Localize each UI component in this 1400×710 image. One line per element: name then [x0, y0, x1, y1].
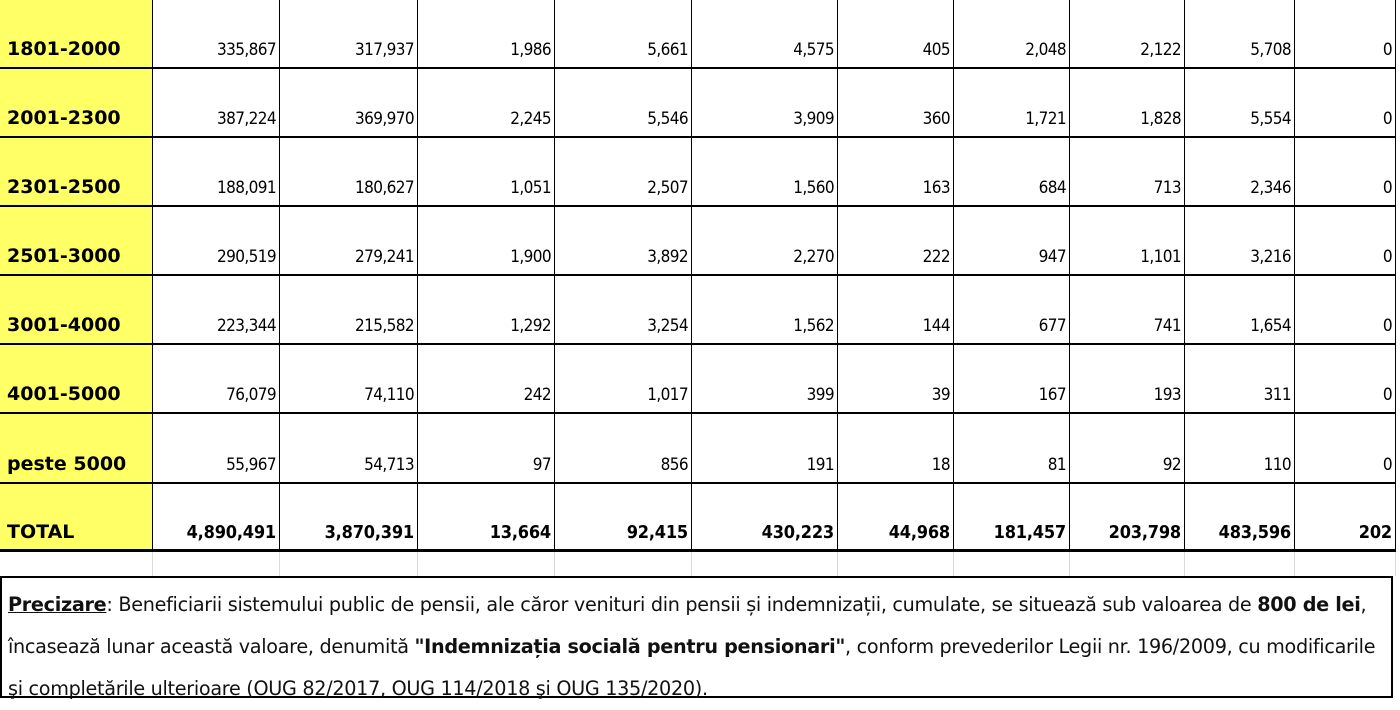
table-cell: 5,546	[647, 109, 688, 129]
table-cell: 335,867	[216, 40, 276, 60]
grid-faint-line	[554, 552, 555, 576]
note-quoted-title: "Indemnizația socială pentru pensionari"	[414, 635, 846, 658]
table-cell: 0	[1382, 178, 1392, 198]
table-cell: 5,708	[1250, 40, 1291, 60]
table-cell: 110	[1263, 455, 1291, 475]
table-cell: 279,241	[354, 247, 414, 267]
table-cell: 5,554	[1250, 109, 1291, 129]
table-cell: 947	[1038, 247, 1066, 267]
table-cell: 193	[1153, 385, 1181, 405]
note-text-1: : Beneficiarii sistemului public de pensii, ale căror venituri din pensii și indemnizații, cumulate, se situează sub valoarea de	[106, 593, 1258, 616]
table-cell: 741	[1153, 316, 1181, 336]
table-cell: 1,017	[647, 385, 688, 405]
grid-faint-line	[691, 552, 692, 576]
table-cell: 713	[1153, 178, 1181, 198]
column-divider	[837, 0, 838, 552]
table-cell: 18	[931, 455, 950, 475]
row-label: peste 5000	[7, 453, 127, 475]
total-cell: 3,870,391	[324, 522, 414, 543]
table-cell: 39	[931, 385, 950, 405]
row-divider	[0, 136, 1396, 138]
table-cell: 399	[806, 385, 834, 405]
table-cell: 311	[1263, 385, 1291, 405]
table-cell: 4,575	[793, 40, 834, 60]
grid-faint-line	[953, 552, 954, 576]
grid-faint-line	[1294, 552, 1295, 576]
total-cell: 430,223	[761, 522, 834, 543]
row-label: 3001-4000	[7, 314, 121, 336]
table-cell: 74,110	[364, 385, 414, 405]
total-cell: 4,890,491	[186, 522, 276, 543]
table-cell: 2,346	[1250, 178, 1291, 198]
table-cell: 92	[1162, 455, 1181, 475]
table-cell: 0	[1382, 455, 1392, 475]
row-divider	[0, 412, 1396, 414]
table-cell: 1,986	[510, 40, 551, 60]
column-divider	[1395, 0, 1396, 552]
table-cell: 191	[806, 455, 834, 475]
table-cell: 223,344	[216, 316, 276, 336]
table-cell: 684	[1038, 178, 1066, 198]
table-cell: 0	[1382, 40, 1392, 60]
table-cell: 317,937	[354, 40, 414, 60]
row-divider	[0, 67, 1396, 69]
row-label: 2001-2300	[7, 107, 121, 129]
total-cell: 181,457	[993, 522, 1066, 543]
table-cell: 1,292	[510, 316, 551, 336]
column-divider	[1069, 0, 1070, 552]
row-divider	[0, 205, 1396, 207]
grid-faint-line	[152, 552, 153, 576]
column-divider	[554, 0, 555, 552]
table-cell: 5,661	[647, 40, 688, 60]
total-label: TOTAL	[7, 521, 75, 543]
table-cell: 0	[1382, 385, 1392, 405]
column-divider	[279, 0, 280, 552]
total-cell: 203,798	[1108, 522, 1181, 543]
grid-faint-line	[279, 552, 280, 576]
table-cell: 222	[922, 247, 950, 267]
grid-faint-line	[417, 552, 418, 576]
table-cell: 3,254	[647, 316, 688, 336]
table-cell: 2,245	[510, 109, 551, 129]
table-cell: 405	[922, 40, 950, 60]
table-cell: 180,627	[354, 178, 414, 198]
column-divider	[953, 0, 954, 552]
total-cell: 202	[1358, 522, 1392, 543]
column-divider	[417, 0, 418, 552]
row-label: 2301-2500	[7, 176, 121, 198]
table-cell: 1,560	[793, 178, 834, 198]
table-bottom-border	[0, 549, 1396, 551]
table-cell: 0	[1382, 316, 1392, 336]
table-cell: 54,713	[364, 455, 414, 475]
table-cell: 0	[1382, 247, 1392, 267]
table-cell: 677	[1038, 316, 1066, 336]
table-cell: 1,654	[1250, 316, 1291, 336]
table-cell: 2,507	[647, 178, 688, 198]
grid-faint-line	[1395, 552, 1396, 576]
table-cell: 81	[1047, 455, 1066, 475]
total-cell: 483,596	[1218, 522, 1291, 543]
row-divider	[0, 343, 1396, 345]
grid-faint-line	[1069, 552, 1070, 576]
table-cell: 242	[523, 385, 551, 405]
total-cell: 44,968	[888, 522, 950, 543]
row-divider	[0, 482, 1396, 484]
table-cell: 369,970	[354, 109, 414, 129]
table-cell: 387,224	[216, 109, 276, 129]
table-cell: 3,892	[647, 247, 688, 267]
table-cell: 215,582	[354, 316, 414, 336]
table-cell: 2,270	[793, 247, 834, 267]
row-label: 2501-3000	[7, 245, 121, 267]
column-divider	[152, 0, 153, 552]
table-cell: 97	[532, 455, 551, 475]
note-text-2: , încasează lunar această valoare, denumită	[8, 593, 1367, 658]
note-box	[0, 576, 1393, 698]
note-text-3: , conform prevederilor Legii nr. 196/2009, cu modificarile şi completările ulterioare (OUG 82/2017, OUG 114/2018 şi OUG 135/2020).	[8, 635, 1376, 700]
table-cell: 163	[922, 178, 950, 198]
table-cell: 0	[1382, 109, 1392, 129]
column-divider	[1294, 0, 1295, 552]
total-cell: 92,415	[626, 522, 688, 543]
grid-faint-line	[1184, 552, 1185, 576]
table-cell: 1,721	[1025, 109, 1066, 129]
row-label: 1801-2000	[7, 38, 121, 60]
table-cell: 3,909	[793, 109, 834, 129]
column-divider	[1184, 0, 1185, 552]
total-cell: 13,664	[489, 522, 551, 543]
note-amount: 800 de lei	[1257, 593, 1361, 616]
row-label: 4001-5000	[7, 383, 121, 405]
grid-faint-line	[837, 552, 838, 576]
table-cell: 55,967	[226, 455, 276, 475]
table-cell: 1,900	[510, 247, 551, 267]
table-cell: 360	[922, 109, 950, 129]
table-cell: 1,051	[510, 178, 551, 198]
table-cell: 2,122	[1140, 40, 1181, 60]
column-divider	[691, 0, 692, 552]
table-cell: 144	[922, 316, 950, 336]
note-keyword: Precizare	[8, 593, 107, 616]
table-cell: 290,519	[216, 247, 276, 267]
table-cell: 188,091	[216, 178, 276, 198]
row-divider	[0, 274, 1396, 276]
table-cell: 167	[1038, 385, 1066, 405]
table-cell: 3,216	[1250, 247, 1291, 267]
table-cell: 856	[660, 455, 688, 475]
table-cell: 1,562	[793, 316, 834, 336]
table-cell: 2,048	[1025, 40, 1066, 60]
table-cell: 1,101	[1140, 247, 1181, 267]
table-cell: 1,828	[1140, 109, 1181, 129]
table-cell: 76,079	[226, 385, 276, 405]
